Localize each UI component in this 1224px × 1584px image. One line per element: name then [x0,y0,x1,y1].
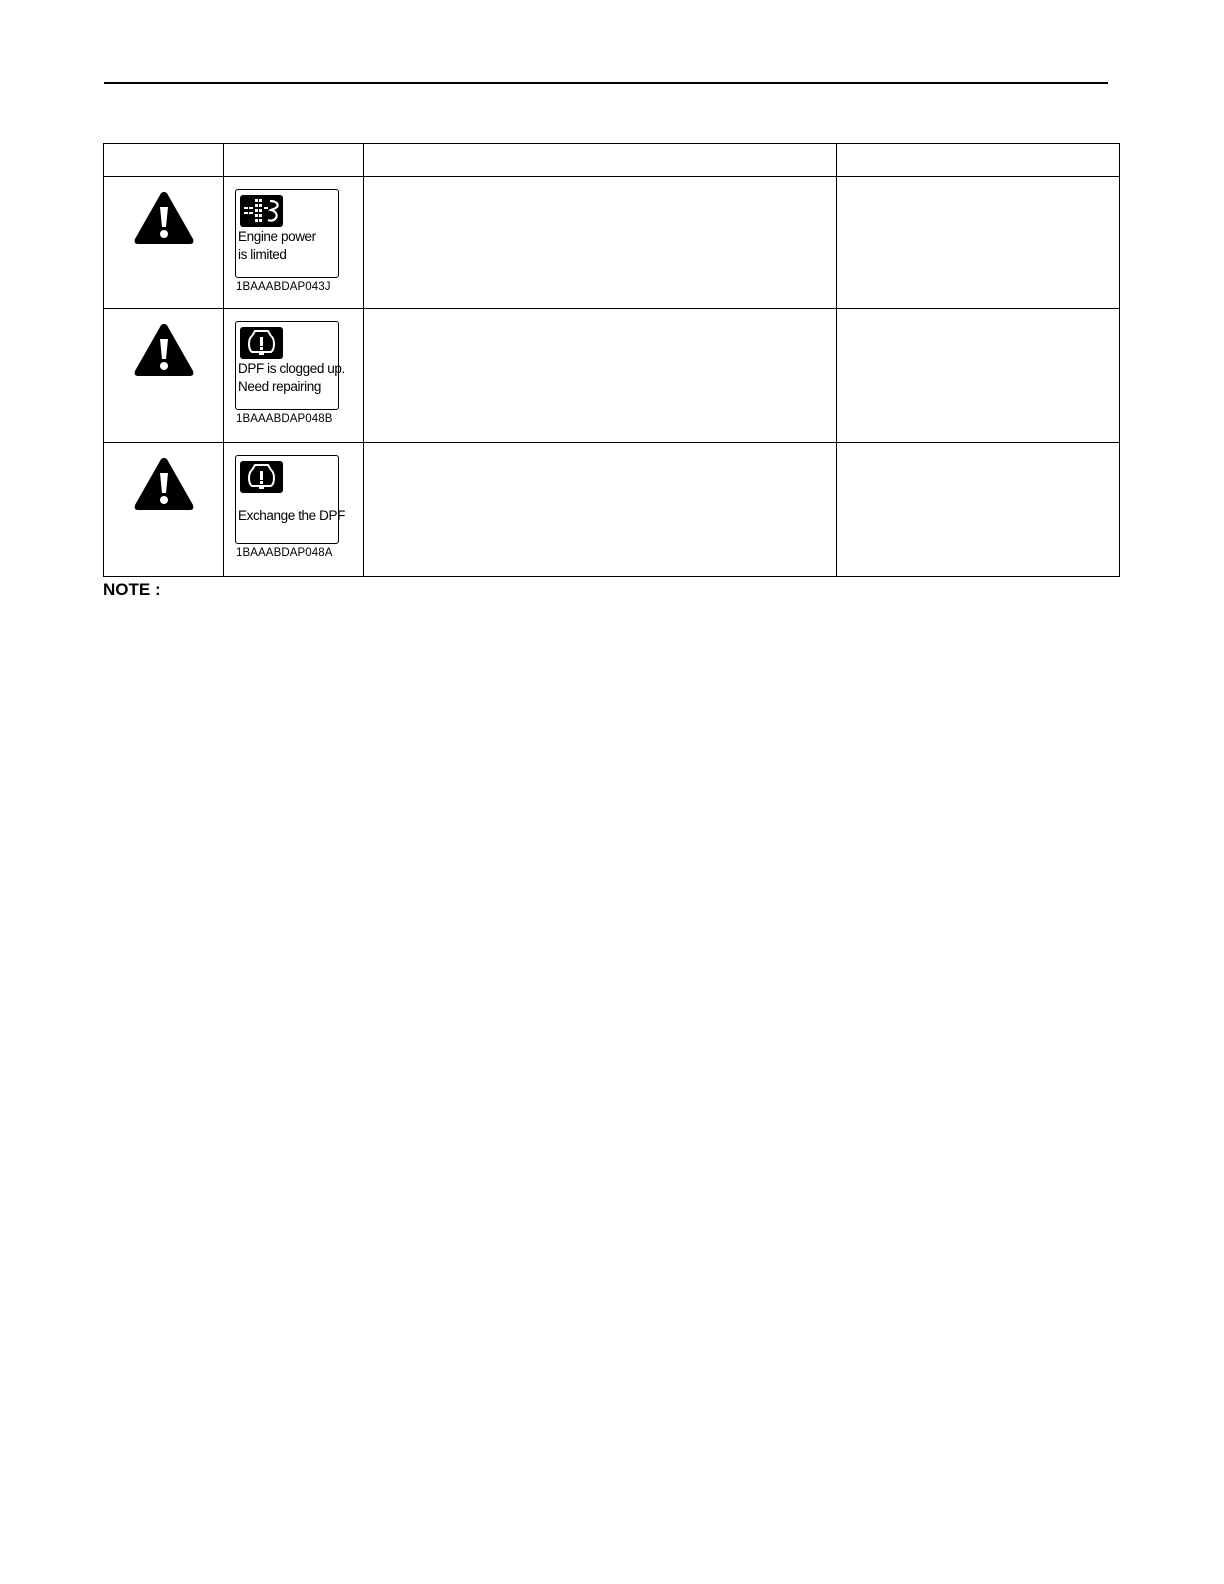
display-message-panel [235,455,345,544]
table-header-row [104,144,1120,177]
display-message-text [238,507,345,525]
display-message-text [238,360,345,396]
description-cell [364,443,837,577]
warning-triangle-icon [133,190,195,246]
warning-triangle-icon [133,456,195,512]
display-cell [224,443,364,577]
display-cell [224,309,364,443]
engine-warning-icon [240,327,283,359]
figure-code: 1BAAABDAP048A [236,547,333,559]
header-rule [104,82,1108,84]
table-row [104,177,1120,309]
table-row [104,443,1120,577]
display-line: is limited [238,247,287,262]
warning-cell [104,443,224,577]
header-cell [364,144,837,177]
figure-code: 1BAAABDAP048B [236,413,333,425]
warning-cell [104,309,224,443]
figure-code: 1BAAABDAP043J [236,281,331,293]
warning-triangle-icon [133,322,195,378]
display-message-panel [235,189,339,278]
engine-warning-icon [240,461,283,493]
warning-cell [104,177,224,309]
description-cell [364,309,837,443]
remedy-cell [837,177,1120,309]
header-cell [104,144,224,177]
engine-power-limited-icon [240,195,283,227]
note-label: NOTE : [103,580,161,599]
header-cell [224,144,364,177]
display-line: DPF is clogged up. [238,361,345,376]
table-row [104,309,1120,443]
display-message-text [238,228,338,264]
description-cell [364,177,837,309]
header-cell [837,144,1120,177]
remedy-cell [837,309,1120,443]
display-message-panel [235,321,345,410]
dpf-warning-table [103,143,1120,577]
display-line: Need repairing [238,379,321,394]
display-line: Exchange the DPF [238,508,345,523]
display-line: Engine power [238,229,316,244]
remedy-cell [837,443,1120,577]
display-cell [224,177,364,309]
